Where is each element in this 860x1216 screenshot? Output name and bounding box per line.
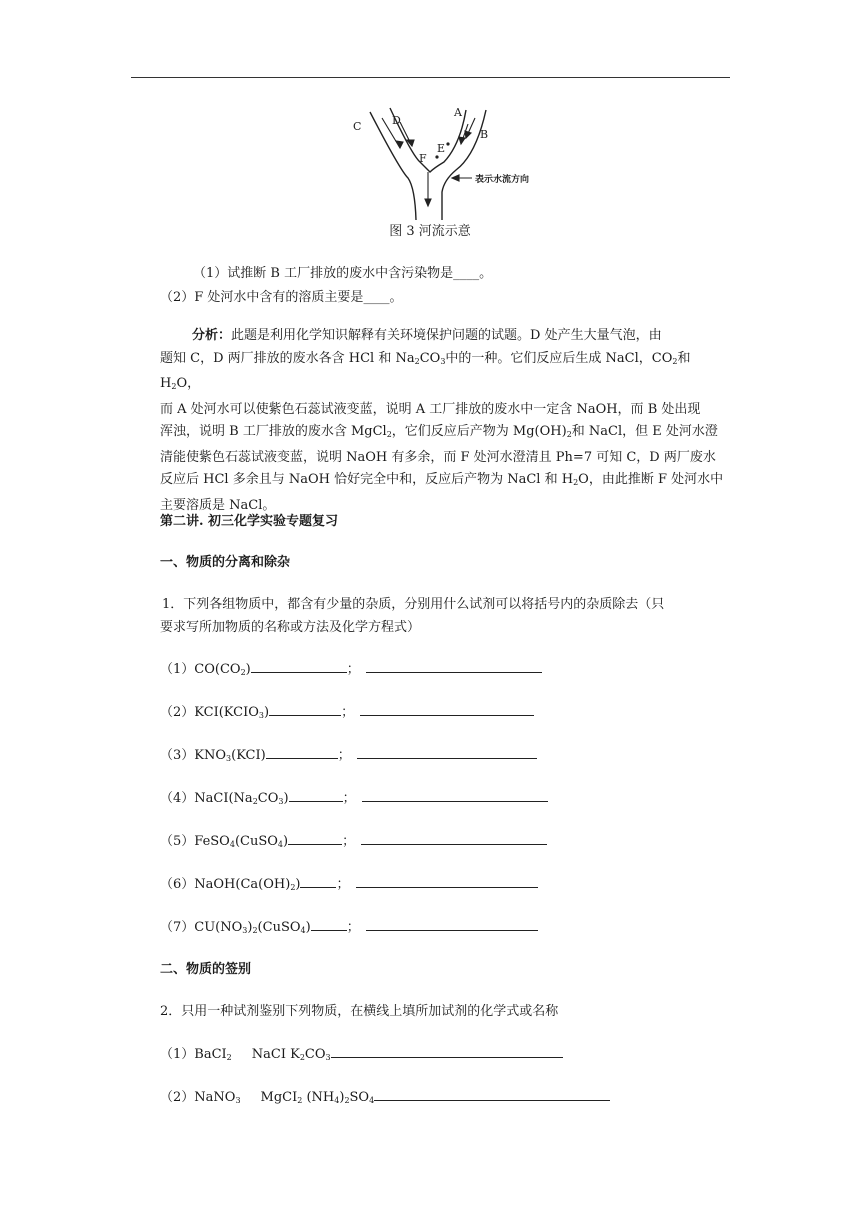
label-d: D	[392, 114, 401, 127]
answer-blank[interactable]	[289, 789, 343, 802]
answer-blank[interactable]	[288, 832, 342, 845]
answer-blank[interactable]	[269, 703, 341, 716]
river-diagram	[340, 100, 560, 220]
item-7: $(7)CU(NO_3)_2(CuSO_4)$ ；	[160, 916, 538, 935]
item-5: （5）FeSO$_4$(CuSO$_4$) ；	[160, 830, 547, 849]
item-2: $(2)KCI(KCIO_3)$ ；	[160, 701, 534, 720]
part1-question-line1: 1．下列各组物质中，都含有少量的杂质，分别用什么试剂可以将括号内的杂质除去（只	[162, 597, 665, 612]
section-title: 第二讲. 初三化学实验专题复习	[160, 514, 339, 529]
part2-question: 2．只用一种试剂鉴别下列物质，在横线上填所加试剂的化学式或名称	[160, 1004, 559, 1019]
answer-blank[interactable]	[300, 875, 336, 888]
reagent-blank[interactable]	[374, 1088, 610, 1101]
identify-2: （2）NaNO$_3$ MgCI$_2$ $(NH_4)_2SO_4$	[160, 1086, 610, 1105]
item-1: $(1)CO(CO_2)$ ；	[160, 658, 542, 677]
equation-blank[interactable]	[361, 832, 547, 845]
label-b: B	[480, 128, 489, 141]
item-3: $(3)KNO_3(KCI)$ ；	[160, 744, 537, 763]
question-2: （2）F 处河水中含有的溶质主要是____。	[160, 290, 403, 305]
part2-title: 二、物质的签别	[160, 962, 252, 977]
question-1: （1）试推断 B 工厂排放的废水中含污染物是____。	[193, 266, 493, 281]
item-6: $(6)NaOH(Ca(OH)_2)$ ；	[160, 873, 538, 892]
analysis-paragraph: 分析：此题是利用化学知识解释有关环境保护问题的试题。D 处产生大量气泡，由 题知 C，D 两厂排放的废水各含 HCl 和 $Na_2CO_3$中的一种。它们反应后生成 NaCl，$CO_2$和 $H_2O$， 而 A 处河水可以使紫色石蕊试液变蓝，说明 A 工厂排放的废水中一定含 NaOH，而 B 处出现 浑浊，说明 B 工厂排放的废水含 MgCl$_2$，它们反应后产物为 $Mg(OH)_2$和 NaCl，但 E 处河水澄 清能使紫色石蕊试液变蓝，说明 NaOH 有多余，而 F 处河水澄清且 Ph=7 可知 C，D 两厂废水 反应后 HCl 多余且与 NaOH 恰好完全中和，反应后产物为 NaCl 和 $H_2O$，由此推断 F 处河水中 主要溶质是 NaCl。	[160, 328, 724, 513]
answer-blank[interactable]	[251, 660, 347, 673]
equation-blank[interactable]	[366, 918, 538, 931]
equation-blank[interactable]	[357, 746, 537, 759]
flow-legend: 表示水流方向	[475, 175, 530, 185]
figure-caption: 图 3 河流示意	[389, 224, 471, 239]
equation-blank[interactable]	[356, 875, 538, 888]
part1-question-line2: 要求写所加物质的名称或方法及化学方程式）	[160, 620, 421, 635]
answer-blank[interactable]	[266, 746, 338, 759]
label-f: F	[419, 152, 427, 165]
label-c: C	[353, 120, 362, 133]
answer-blank[interactable]	[311, 918, 347, 931]
equation-blank[interactable]	[362, 789, 548, 802]
equation-blank[interactable]	[360, 703, 534, 716]
part1-title: 一、物质的分离和除杂	[160, 555, 291, 570]
identify-1: （1）BaCI$_2$ NaCI $K_2CO_3$	[160, 1043, 563, 1062]
reagent-blank[interactable]	[331, 1045, 563, 1058]
label-a: A	[454, 106, 462, 119]
header-rule	[131, 77, 730, 78]
item-4: $(4)NaCI(Na_2CO_3)$ ；	[160, 787, 548, 806]
equation-blank[interactable]	[366, 660, 542, 673]
label-e: E	[437, 142, 446, 155]
